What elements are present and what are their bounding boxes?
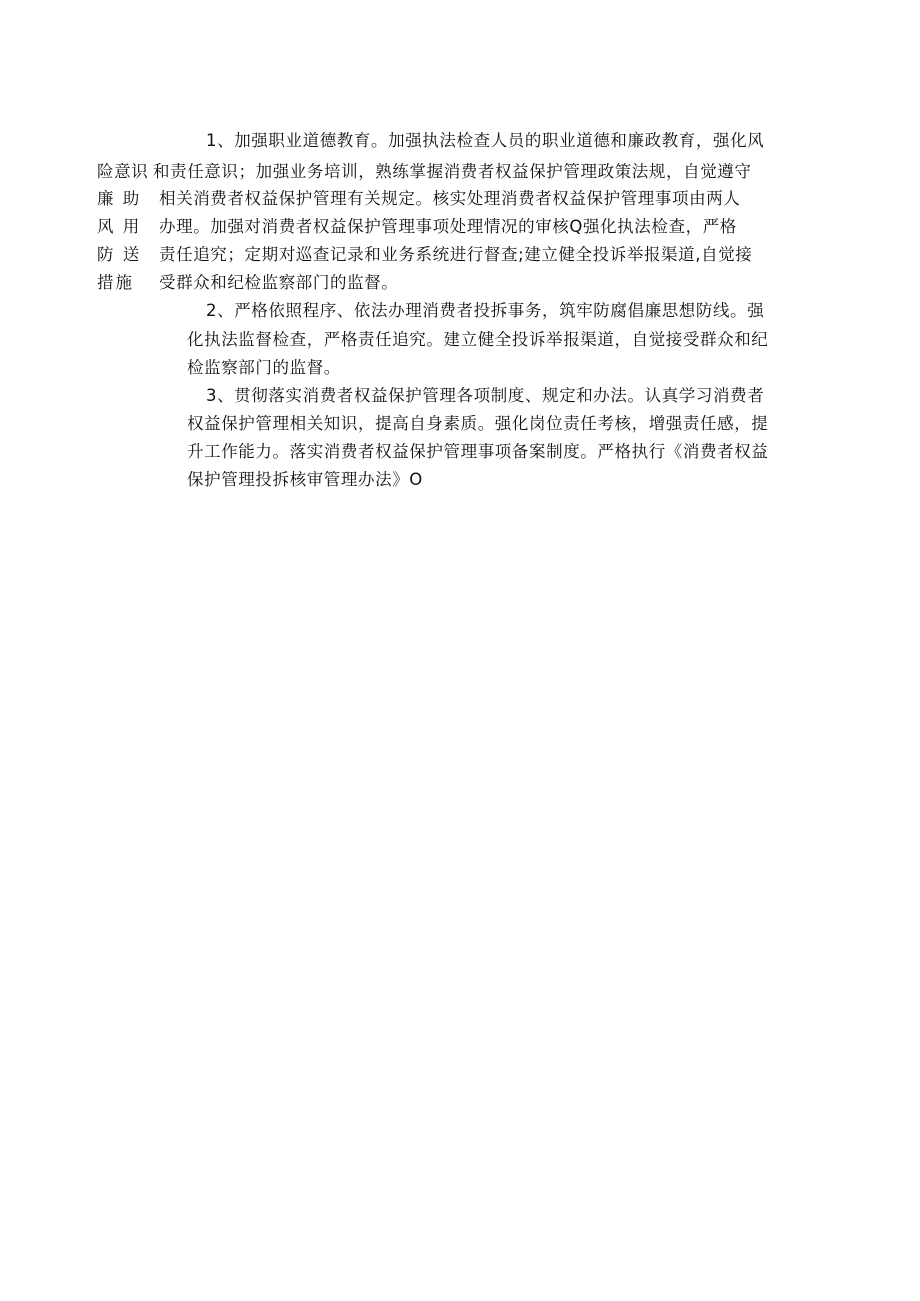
para3-line1: 3、贯彻落实消费者权益保护管理各项制度、规定和办法。认真学习消费者	[206, 386, 765, 405]
side-label-row3: 防 送	[97, 245, 142, 264]
side-label-row1: 廉 助	[97, 189, 142, 208]
side-label-row4: 措施	[97, 273, 134, 292]
para3-line4: 保护管理投拆核审管理办法》O	[187, 470, 423, 489]
para1-line2-left: 险意识	[97, 162, 149, 181]
para2-line2: 化执法监督检查，严格责任追究。建立健全投诉举报渠道，自觉接受群众和纪	[187, 330, 769, 349]
para1-line6: 受群众和纪检监察部门的监督。	[159, 273, 399, 292]
para1-line5: 责任追究；定期对巡查记录和业务系统进行督查;建立健全投诉举报渠道,自觉接	[159, 245, 753, 264]
para2-line1: 2、严格依照程序、依法办理消费者投拆事务，筑牢防腐倡廉思想防线。强	[206, 301, 765, 320]
side-label-row2: 风 用	[97, 217, 142, 236]
para2-line3: 检监察部门的监督。	[187, 358, 341, 377]
para3-line3: 升工作能力。落实消费者权益保护管理事项备案制度。严格执行《消费者权益	[187, 442, 769, 461]
para1-line1: 1、加强职业道德教育。加强执法检查人员的职业道德和廉政教育，强化风	[206, 131, 765, 150]
para3-line2: 权益保护管理相关知识，提高自身素质。强化岗位责任考核，增强责任感，提	[187, 414, 769, 433]
para1-line4: 办理。加强对消费者权益保护管理事项处理情况的审核Q强化执法检查，严格	[159, 217, 737, 236]
para1-line3: 相关消费者权益保护管理有关规定。核实处理消费者权益保护管理事项由两人	[159, 189, 741, 208]
para1-line2-right: 和责任意识；加强业务培训，熟练掌握消费者权益保护管理政策法规，自觉遵守	[153, 162, 752, 181]
